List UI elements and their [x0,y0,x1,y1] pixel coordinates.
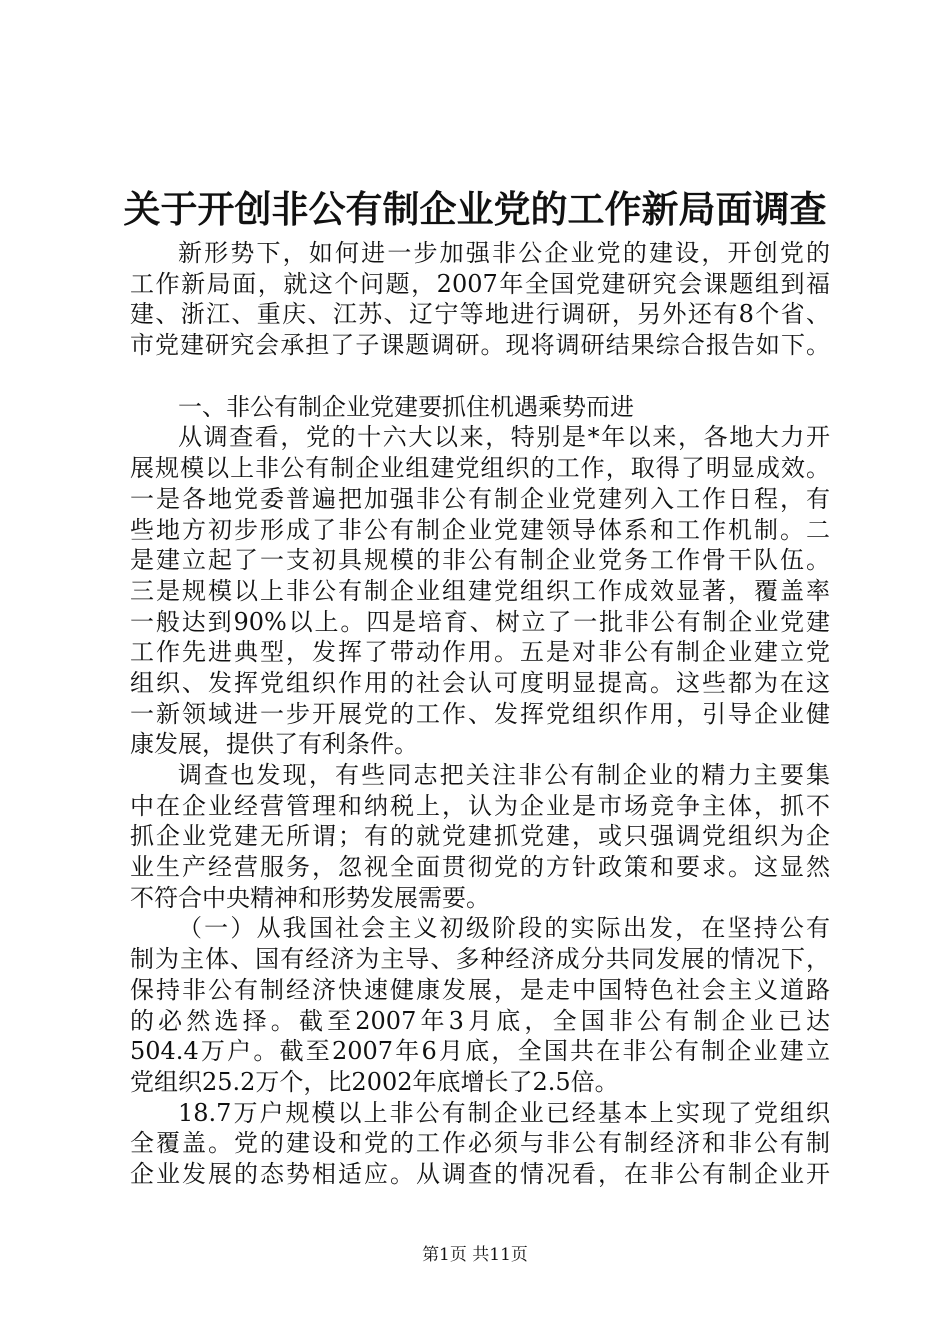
body-line: 市党建研究会承担了子课题调研。现将调研结果综合报告如下。 [130,331,830,360]
body-line: 全覆盖。党的建设和党的工作必须与非公有制经济和非公有制 [130,1129,830,1158]
paragraph-gap [130,361,830,392]
body-line: （一）从我国社会主义初级阶段的实际出发，在坚持公有 [178,914,830,943]
body-line: 中在企业经营管理和纳税上，认为企业是市场竞争主体，抓不 [130,791,830,820]
body-line: 组织、发挥党组织作用的社会认可度明显提高。这些都为在这 [130,668,830,697]
body-line: 三是规模以上非公有制企业组建党组织工作成效显著，覆盖率 [130,576,830,605]
body-line: 一是各地党委普遍把加强非公有制企业党建列入工作日程，有 [130,484,830,513]
section-heading: 一、非公有制企业党建要抓住机遇乘势而进 [178,392,634,421]
body-line: 新形势下，如何进一步加强非公企业党的建设，开创党的 [178,239,830,267]
body-line: 展规模以上非公有制企业组建党组织的工作，取得了明显成效。 [130,454,830,483]
body-line: 保持非公有制经济快速健康发展，是走中国特色社会主义道路 [130,975,830,1004]
body-line: 制为主体、国有经济为主导、多种经济成分共同发展的情况下， [130,945,830,974]
body-line: 康发展，提供了有利条件。 [130,730,418,759]
body-line: 不符合中央精神和形势发展需要。 [130,883,490,912]
body-line: 党组织25.2万个，比2002年底增长了2.5倍。 [130,1067,619,1096]
body-line: 一般达到90%以上。四是培育、树立了一批非公有制企业党建 [130,607,830,636]
body-line: 的必然选择。截至2007年3月底，全国非公有制企业已达 [130,1006,830,1035]
body-line: 些地方初步形成了非公有制企业党建领导体系和工作机制。二 [130,515,830,544]
body-line: 业生产经营服务，忽视全面贯彻党的方针政策和要求。这显然 [130,853,830,882]
body-line: 一新领域进一步开展党的工作、发挥党组织作用，引导企业健 [130,699,830,728]
body-line: 抓企业党建无所谓；有的就党建抓党建，或只强调党组织为企 [130,822,830,851]
body-line: 工作新局面，就这个问题，2007年全国党建研究会课题组到福 [130,269,830,298]
body-line: 建、浙江、重庆、江苏、辽宁等地进行调研，另外还有8个省、 [130,300,830,329]
body-line: 是建立起了一支初具规模的非公有制企业党务工作骨干队伍。 [130,546,830,575]
document-body [130,238,830,1190]
body-line: 工作先进典型，发挥了带动作用。五是对非公有制企业建立党 [130,638,830,667]
body-line: 从调查看，党的十六大以来，特别是*年以来，各地大力开 [178,423,830,452]
body-line: 18.7万户规模以上非公有制企业已经基本上实现了党组织 [178,1098,830,1127]
page-number-footer: 第1页 共11页 [422,1245,528,1265]
body-line: 企业发展的态势相适应。从调查的情况看，在非公有制企业开 [130,1159,830,1188]
body-line: 504.4万户。截至2007年6月底，全国共在非公有制企业建立 [130,1037,830,1066]
document-title: 关于开创非公有制企业党的工作新局面调查 [123,187,827,231]
body-line: 调查也发现，有些同志把关注非公有制企业的精力主要集 [178,761,830,789]
